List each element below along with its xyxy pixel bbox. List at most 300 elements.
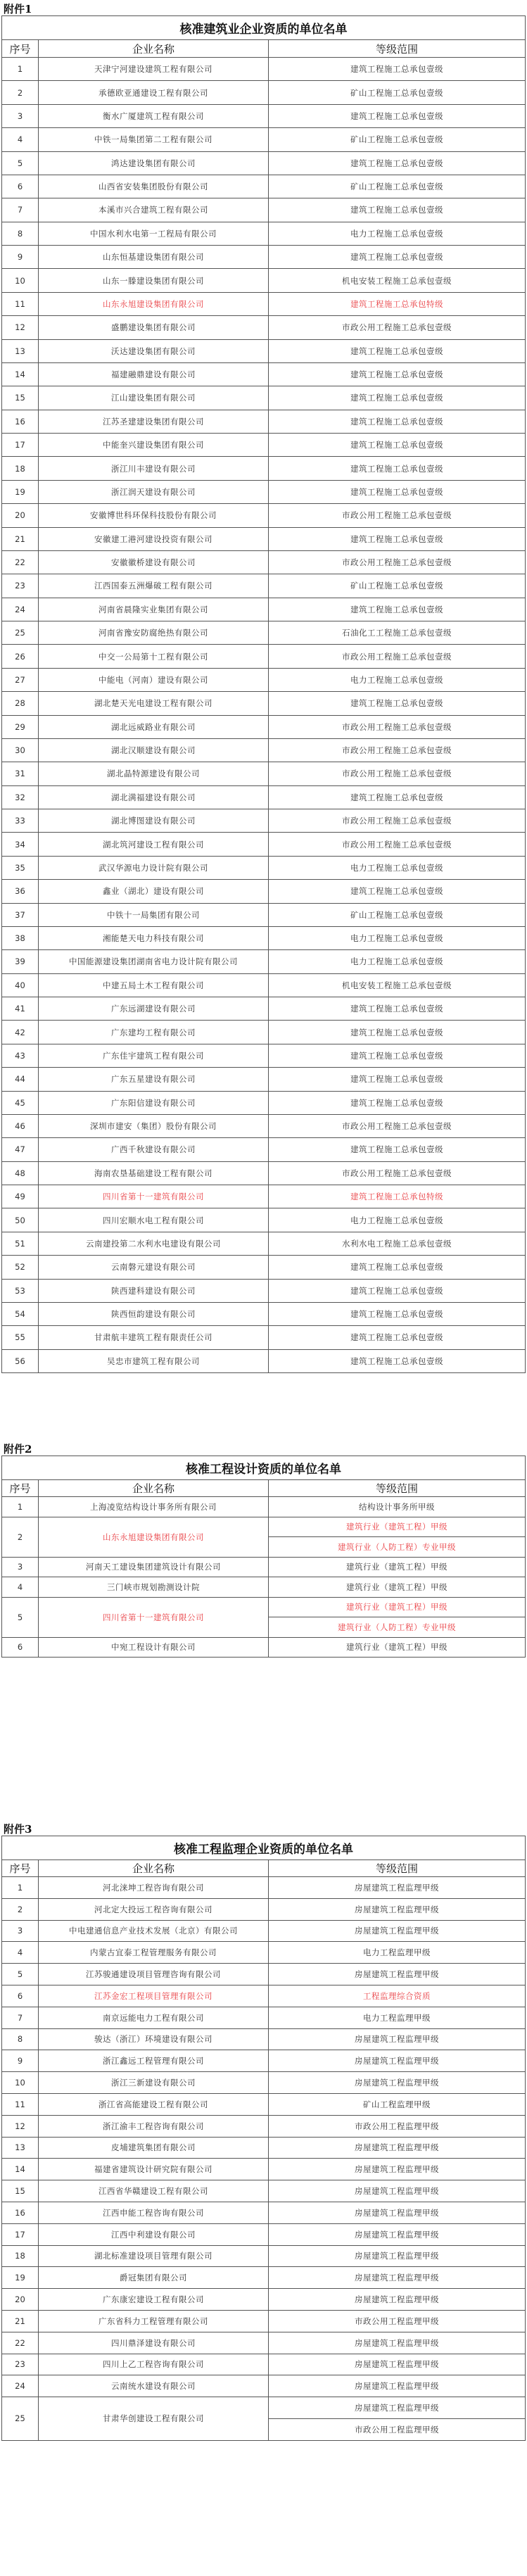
annex3-title: 核准工程监理企业资质的单位名单	[2, 1836, 526, 1860]
table-row	[2, 2159, 526, 2180]
company-name: 江苏圣建建设集团有限公司	[39, 410, 269, 433]
table-row	[2, 2072, 526, 2094]
qualification-scope: 建筑行业（建筑工程）甲级	[269, 1637, 526, 1658]
company-name: 中能奎兴建设集团有限公司	[39, 434, 269, 457]
company-name: 湖北楚天光电建设工程有限公司	[39, 692, 269, 715]
company-name: 湖北晶特源建设有限公司	[39, 762, 269, 785]
qualification-scope: 建筑工程施工总承包壹级	[269, 480, 526, 503]
table-row	[2, 598, 526, 621]
row-number: 22	[2, 550, 39, 574]
table-row	[2, 2202, 526, 2223]
qualification-scope: 房屋建筑工程监理甲级	[269, 2180, 526, 2202]
table-row	[2, 2180, 526, 2202]
company-name: 湖北筑河建设工程有限公司	[39, 833, 269, 856]
row-number: 18	[2, 2245, 39, 2267]
table-row	[2, 1138, 526, 1161]
table-row	[2, 2093, 526, 2115]
qualification-scope: 建筑工程施工总承包壹级	[269, 386, 526, 410]
qualification-scope: 电力工程施工总承包壹级	[269, 950, 526, 973]
row-number: 2	[2, 81, 39, 104]
qualification-scope: 市政公用工程施工总承包壹级	[269, 715, 526, 738]
table-row	[2, 2223, 526, 2245]
annex3-header-name: 企业名称	[39, 1860, 269, 1877]
company-name: 江山建设集团有限公司	[39, 386, 269, 410]
row-number: 45	[2, 1091, 39, 1114]
qualification-scope: 建筑工程施工总承包壹级	[269, 339, 526, 362]
row-number: 32	[2, 785, 39, 809]
table-row	[2, 292, 526, 315]
row-number: 51	[2, 1232, 39, 1255]
row-number: 5	[2, 1964, 39, 1985]
company-name: 四川省第十一建筑有限公司	[39, 1185, 269, 1208]
qualification-scope: 建筑工程施工总承包壹级	[269, 880, 526, 903]
table-row	[2, 1302, 526, 1325]
company-name: 内蒙古宜泰工程管理服务有限公司	[39, 1942, 269, 1964]
row-number: 10	[2, 269, 39, 292]
company-name: 骏达（浙江）环境建设有限公司	[39, 2028, 269, 2050]
company-name: 河北涞坤工程咨询有限公司	[39, 1877, 269, 1899]
company-name: 安徽徽桥建设有限公司	[39, 550, 269, 574]
table-row	[2, 668, 526, 691]
row-number: 5	[2, 151, 39, 175]
qualification-scope: 市政公用工程施工总承包壹级	[269, 833, 526, 856]
company-name: 江苏金宏工程项目管理有限公司	[39, 1985, 269, 2007]
company-name: 浙江省高能建设工程有限公司	[39, 2093, 269, 2115]
company-name: 浙江三新建设有限公司	[39, 2072, 269, 2094]
qualification-scope: 水利水电工程施工总承包壹级	[269, 1232, 526, 1255]
company-name: 吴忠市建筑工程有限公司	[39, 1349, 269, 1372]
company-name: 鑫业（湖北）建设有限公司	[39, 880, 269, 903]
table-row	[2, 574, 526, 598]
table-row	[2, 785, 526, 809]
company-name: 四川省第十一建筑有限公司	[39, 1597, 269, 1637]
company-name: 广东佳宇建筑工程有限公司	[39, 1044, 269, 1067]
qualification-scope: 机电安装工程施工总承包壹级	[269, 269, 526, 292]
company-name: 三门峡市规划勘测设计院	[39, 1577, 269, 1598]
row-number: 30	[2, 738, 39, 762]
qualification-scope: 市政公用工程施工总承包壹级	[269, 738, 526, 762]
qualification-scope: 市政公用工程施工总承包壹级	[269, 645, 526, 668]
company-name: 湖北满福建设有限公司	[39, 785, 269, 809]
qualification-scope: 建筑工程施工总承包壹级	[269, 1302, 526, 1325]
row-number: 16	[2, 2202, 39, 2223]
qualification-scope: 建筑工程施工总承包壹级	[269, 410, 526, 433]
qualification-scope: 建筑工程施工总承包壹级	[269, 198, 526, 222]
row-number: 13	[2, 2137, 39, 2159]
qualification-scope: 建筑行业（建筑工程）甲级	[269, 1577, 526, 1598]
row-number: 19	[2, 2267, 39, 2289]
qualification-scope: 房屋建筑工程监理甲级	[269, 2245, 526, 2267]
company-name: 江西申能工程咨询有限公司	[39, 2202, 269, 2223]
table-row	[2, 1161, 526, 1185]
row-number: 9	[2, 246, 39, 269]
company-name: 天津宁河建设建筑工程有限公司	[39, 58, 269, 81]
table-row	[2, 762, 526, 785]
table-row	[2, 950, 526, 973]
table-row	[2, 1597, 526, 1617]
row-number: 21	[2, 2310, 39, 2332]
qualification-scope: 建筑工程施工总承包壹级	[269, 527, 526, 550]
row-number: 25	[2, 2397, 39, 2441]
qualification-scope: 市政公用工程监理甲级	[269, 2418, 526, 2440]
row-number: 11	[2, 292, 39, 315]
qualification-scope: 电力工程施工总承包壹级	[269, 222, 526, 245]
company-name: 中国能源建设集团湖南省电力设计院有限公司	[39, 950, 269, 973]
company-name: 湖北汉顺建设有限公司	[39, 738, 269, 762]
qualification-scope: 建筑工程施工总承包壹级	[269, 1091, 526, 1114]
row-number: 2	[2, 1517, 39, 1557]
row-number: 6	[2, 175, 39, 198]
table-row	[2, 856, 526, 879]
qualification-scope: 房屋建筑工程监理甲级	[269, 2354, 526, 2375]
row-number: 20	[2, 2289, 39, 2311]
row-number: 43	[2, 1044, 39, 1067]
table-row	[2, 386, 526, 410]
qualification-scope: 房屋建筑工程监理甲级	[269, 1877, 526, 1899]
company-name: 中国水利水电第一工程局有限公司	[39, 222, 269, 245]
company-name: 武汉华源电力设计院有限公司	[39, 856, 269, 879]
qualification-scope: 市政公用工程施工总承包壹级	[269, 1161, 526, 1185]
table-row	[2, 339, 526, 362]
company-name: 湘能楚天电力科技有限公司	[39, 926, 269, 949]
table-row	[2, 1326, 526, 1349]
table-row	[2, 198, 526, 222]
table-row	[2, 738, 526, 762]
row-number: 20	[2, 504, 39, 527]
company-name: 沃达建设集团有限公司	[39, 339, 269, 362]
row-number: 33	[2, 809, 39, 833]
qualification-scope: 建筑工程施工总承包特级	[269, 292, 526, 315]
table-row	[2, 2310, 526, 2332]
table-row	[2, 128, 526, 151]
qualification-scope: 建筑行业（人防工程）专业甲级	[269, 1617, 526, 1638]
qualification-scope: 房屋建筑工程监理甲级	[269, 2028, 526, 2050]
row-number: 9	[2, 2050, 39, 2072]
qualification-scope: 市政公用工程施工总承包壹级	[269, 809, 526, 833]
table-row	[2, 81, 526, 104]
company-name: 中交一公局第十工程有限公司	[39, 645, 269, 668]
table-row	[2, 2115, 526, 2137]
row-number: 17	[2, 434, 39, 457]
table-row	[2, 2137, 526, 2159]
annex1-header-name: 企业名称	[39, 40, 269, 58]
company-name: 海南农垦基础建设工程有限公司	[39, 1161, 269, 1185]
qualification-scope: 房屋建筑工程监理甲级	[269, 2375, 526, 2397]
qualification-scope: 房屋建筑工程监理甲级	[269, 1964, 526, 1985]
company-name: 江苏骏通建设项目管理咨询有限公司	[39, 1964, 269, 1985]
qualification-scope: 建筑工程施工总承包壹级	[269, 1349, 526, 1372]
company-name: 湖北博图建设有限公司	[39, 809, 269, 833]
qualification-scope: 建筑工程施工总承包壹级	[269, 151, 526, 175]
qualification-scope: 建筑工程施工总承包壹级	[269, 434, 526, 457]
company-name: 四川鼎泽建设有限公司	[39, 2332, 269, 2354]
qualification-scope: 建筑工程施工总承包壹级	[269, 1138, 526, 1161]
row-number: 35	[2, 856, 39, 879]
table-row	[2, 1920, 526, 1942]
company-name: 皮埔建筑集团有限公司	[39, 2137, 269, 2159]
row-number: 26	[2, 645, 39, 668]
qualification-scope: 矿山工程施工总承包壹级	[269, 81, 526, 104]
table-row	[2, 997, 526, 1021]
table-row	[2, 527, 526, 550]
company-name: 承德欧亚通建设工程有限公司	[39, 81, 269, 104]
table-row	[2, 151, 526, 175]
table-row	[2, 2245, 526, 2267]
annex1-title: 核准建筑业企业资质的单位名单	[2, 16, 526, 40]
qualification-scope: 市政公用工程施工总承包壹级	[269, 504, 526, 527]
qualification-scope: 电力工程监理甲级	[269, 2007, 526, 2028]
row-number: 55	[2, 1326, 39, 1349]
annex1-table	[1, 15, 526, 1373]
row-number: 41	[2, 997, 39, 1021]
table-row	[2, 903, 526, 926]
table-row	[2, 316, 526, 339]
row-number: 46	[2, 1114, 39, 1137]
company-name: 浙江润天建设有限公司	[39, 480, 269, 503]
row-number: 15	[2, 2180, 39, 2202]
table-row	[2, 1497, 526, 1517]
table-row	[2, 645, 526, 668]
company-name: 中电建通信息产业技术发展（北京）有限公司	[39, 1920, 269, 1942]
qualification-scope: 矿山工程施工总承包壹级	[269, 128, 526, 151]
qualification-scope: 房屋建筑工程监理甲级	[269, 1920, 526, 1942]
company-name: 甘肃航丰建筑工程有限责任公司	[39, 1326, 269, 1349]
company-name: 河南省晨隆实业集团有限公司	[39, 598, 269, 621]
row-number: 5	[2, 1597, 39, 1637]
table-row	[2, 434, 526, 457]
row-number: 11	[2, 2093, 39, 2115]
company-name: 陕西建科建设有限公司	[39, 1279, 269, 1302]
company-name: 广东远湖建设有限公司	[39, 997, 269, 1021]
company-name: 云南建投第二水利水电建设有限公司	[39, 1232, 269, 1255]
qualification-scope: 房屋建筑工程监理甲级	[269, 2137, 526, 2159]
qualification-scope: 建筑工程施工总承包壹级	[269, 1044, 526, 1067]
qualification-scope: 建筑工程施工总承包壹级	[269, 598, 526, 621]
row-number: 8	[2, 222, 39, 245]
qualification-scope: 市政公用工程施工总承包壹级	[269, 550, 526, 574]
company-name: 浙江渝丰工程咨询有限公司	[39, 2115, 269, 2137]
qualification-scope: 市政公用工程施工总承包壹级	[269, 762, 526, 785]
qualification-scope: 房屋建筑工程监理甲级	[269, 2202, 526, 2223]
annex1-header-no: 序号	[2, 40, 39, 58]
table-row	[2, 246, 526, 269]
company-name: 深圳市建安（集团）股份有限公司	[39, 1114, 269, 1137]
annex1-header-scope: 等级范围	[269, 40, 526, 58]
company-name: 江西国泰五洲爆破工程有限公司	[39, 574, 269, 598]
company-name: 江西省华赣建设工程有限公司	[39, 2180, 269, 2202]
table-row	[2, 1637, 526, 1658]
table-row	[2, 1256, 526, 1279]
qualification-scope: 建筑工程施工总承包壹级	[269, 362, 526, 386]
row-number: 3	[2, 1557, 39, 1577]
row-number: 22	[2, 2332, 39, 2354]
company-name: 广东五星建设有限公司	[39, 1068, 269, 1091]
row-number: 3	[2, 104, 39, 127]
qualification-scope: 电力工程施工总承包壹级	[269, 1208, 526, 1232]
row-number: 1	[2, 1877, 39, 1899]
table-row	[2, 1517, 526, 1537]
annex2-title: 核准工程设计资质的单位名单	[2, 1456, 526, 1480]
table-row	[2, 1985, 526, 2007]
table-row	[2, 692, 526, 715]
qualification-scope: 建筑工程施工总承包壹级	[269, 58, 526, 81]
company-name: 河南天工建设集团建筑设计有限公司	[39, 1557, 269, 1577]
row-number: 24	[2, 2375, 39, 2397]
qualification-scope: 建筑行业（人防工程）专业甲级	[269, 1537, 526, 1558]
company-name: 河北定大投远工程咨询有限公司	[39, 1898, 269, 1920]
company-name: 中铁十一局集团有限公司	[39, 903, 269, 926]
row-number: 16	[2, 410, 39, 433]
row-number: 50	[2, 1208, 39, 1232]
company-name: 中宛工程设计有限公司	[39, 1637, 269, 1658]
annex1-label: 附件1	[4, 3, 32, 15]
row-number: 40	[2, 973, 39, 997]
company-name: 云南磐元建设有限公司	[39, 1256, 269, 1279]
qualification-scope: 建筑行业（建筑工程）甲级	[269, 1517, 526, 1537]
row-number: 4	[2, 1577, 39, 1598]
qualification-scope: 建筑工程施工总承包壹级	[269, 104, 526, 127]
table-row	[2, 2397, 526, 2419]
table-row	[2, 2267, 526, 2289]
company-name: 四川上乙工程咨询有限公司	[39, 2354, 269, 2375]
row-number: 54	[2, 1302, 39, 1325]
row-number: 49	[2, 1185, 39, 1208]
qualification-scope: 房屋建筑工程监理甲级	[269, 2050, 526, 2072]
row-number: 29	[2, 715, 39, 738]
company-name: 中建五局土木工程有限公司	[39, 973, 269, 997]
row-number: 39	[2, 950, 39, 973]
qualification-scope: 房屋建筑工程监理甲级	[269, 2072, 526, 2094]
qualification-scope: 电力工程监理甲级	[269, 1942, 526, 1964]
row-number: 6	[2, 1985, 39, 2007]
row-number: 4	[2, 128, 39, 151]
company-name: 甘肃华创建设工程有限公司	[39, 2397, 269, 2441]
table-row	[2, 1208, 526, 1232]
table-row	[2, 1557, 526, 1577]
row-number: 23	[2, 2354, 39, 2375]
qualification-scope: 房屋建筑工程监理甲级	[269, 2267, 526, 2289]
row-number: 4	[2, 1942, 39, 1964]
row-number: 10	[2, 2072, 39, 2094]
qualification-scope: 市政公用工程监理甲级	[269, 2115, 526, 2137]
company-name: 中能电（河南）建设有限公司	[39, 668, 269, 691]
row-number: 38	[2, 926, 39, 949]
table-row	[2, 2375, 526, 2397]
table-row	[2, 1942, 526, 1964]
table-row	[2, 621, 526, 645]
qualification-scope: 建筑工程施工总承包特级	[269, 1185, 526, 1208]
row-number: 14	[2, 362, 39, 386]
table-row	[2, 1232, 526, 1255]
table-row	[2, 2007, 526, 2028]
qualification-scope: 建筑工程施工总承包壹级	[269, 1021, 526, 1044]
company-name: 广西千秋建设有限公司	[39, 1138, 269, 1161]
table-row	[2, 1114, 526, 1137]
qualification-scope: 建筑工程施工总承包壹级	[269, 246, 526, 269]
row-number: 8	[2, 2028, 39, 2050]
company-name: 盛鹏建设集团有限公司	[39, 316, 269, 339]
row-number: 53	[2, 1279, 39, 1302]
row-number: 3	[2, 1920, 39, 1942]
row-number: 31	[2, 762, 39, 785]
company-name: 衡水广厦建筑工程有限公司	[39, 104, 269, 127]
qualification-scope: 建筑工程施工总承包壹级	[269, 457, 526, 480]
row-number: 42	[2, 1021, 39, 1044]
row-number: 34	[2, 833, 39, 856]
row-number: 1	[2, 58, 39, 81]
row-number: 28	[2, 692, 39, 715]
table-row	[2, 480, 526, 503]
company-name: 湖北远威路业有限公司	[39, 715, 269, 738]
annex3-table	[1, 1836, 526, 2441]
table-row	[2, 457, 526, 480]
qualification-scope: 矿山工程施工总承包壹级	[269, 175, 526, 198]
qualification-scope: 建筑工程施工总承包壹级	[269, 997, 526, 1021]
company-name: 湖北标准建设项目管理有限公司	[39, 2245, 269, 2267]
company-name: 中铁一局集团第二工程有限公司	[39, 128, 269, 151]
company-name: 浙江川丰建设有限公司	[39, 457, 269, 480]
table-row	[2, 1021, 526, 1044]
row-number: 36	[2, 880, 39, 903]
row-number: 23	[2, 574, 39, 598]
table-row	[2, 175, 526, 198]
row-number: 44	[2, 1068, 39, 1091]
row-number: 24	[2, 598, 39, 621]
company-name: 安徽建工港河建设投资有限公司	[39, 527, 269, 550]
table-row	[2, 504, 526, 527]
table-row	[2, 222, 526, 245]
qualification-scope: 机电安装工程施工总承包壹级	[269, 973, 526, 997]
table-row	[2, 715, 526, 738]
qualification-scope: 建筑工程施工总承包壹级	[269, 1279, 526, 1302]
annex3-header-no: 序号	[2, 1860, 39, 1877]
qualification-scope: 矿山工程监理甲级	[269, 2093, 526, 2115]
row-number: 12	[2, 316, 39, 339]
qualification-scope: 结构设计事务所甲级	[269, 1497, 526, 1517]
table-row	[2, 410, 526, 433]
company-name: 广东阳信建设有限公司	[39, 1091, 269, 1114]
qualification-scope: 房屋建筑工程监理甲级	[269, 2159, 526, 2180]
table-row	[2, 2289, 526, 2311]
table-row	[2, 2050, 526, 2072]
company-name: 山西省安装集团股份有限公司	[39, 175, 269, 198]
table-row	[2, 1185, 526, 1208]
table-row	[2, 2354, 526, 2375]
qualification-scope: 建筑工程施工总承包壹级	[269, 1256, 526, 1279]
qualification-scope: 房屋建筑工程监理甲级	[269, 2332, 526, 2354]
qualification-scope: 房屋建筑工程监理甲级	[269, 2397, 526, 2419]
qualification-scope: 建筑行业（建筑工程）甲级	[269, 1597, 526, 1617]
row-number: 13	[2, 339, 39, 362]
row-number: 48	[2, 1161, 39, 1185]
table-row	[2, 973, 526, 997]
company-name: 河南省豫安防腐绝热有限公司	[39, 621, 269, 645]
table-row	[2, 1044, 526, 1067]
company-name: 爵冠集团有限公司	[39, 2267, 269, 2289]
table-row	[2, 809, 526, 833]
qualification-scope: 石油化工工程施工总承包壹级	[269, 621, 526, 645]
company-name: 浙江鑫远工程管理有限公司	[39, 2050, 269, 2072]
company-name: 本溪市兴合建筑工程有限公司	[39, 198, 269, 222]
qualification-scope: 建筑行业（建筑工程）甲级	[269, 1557, 526, 1577]
table-row	[2, 880, 526, 903]
company-name: 江西中利建设有限公司	[39, 2223, 269, 2245]
table-row	[2, 104, 526, 127]
annex3-header-scope: 等级范围	[269, 1860, 526, 1877]
company-name: 安徽博世科环保科技股份有限公司	[39, 504, 269, 527]
row-number: 15	[2, 386, 39, 410]
qualification-scope: 建筑工程施工总承包壹级	[269, 1068, 526, 1091]
